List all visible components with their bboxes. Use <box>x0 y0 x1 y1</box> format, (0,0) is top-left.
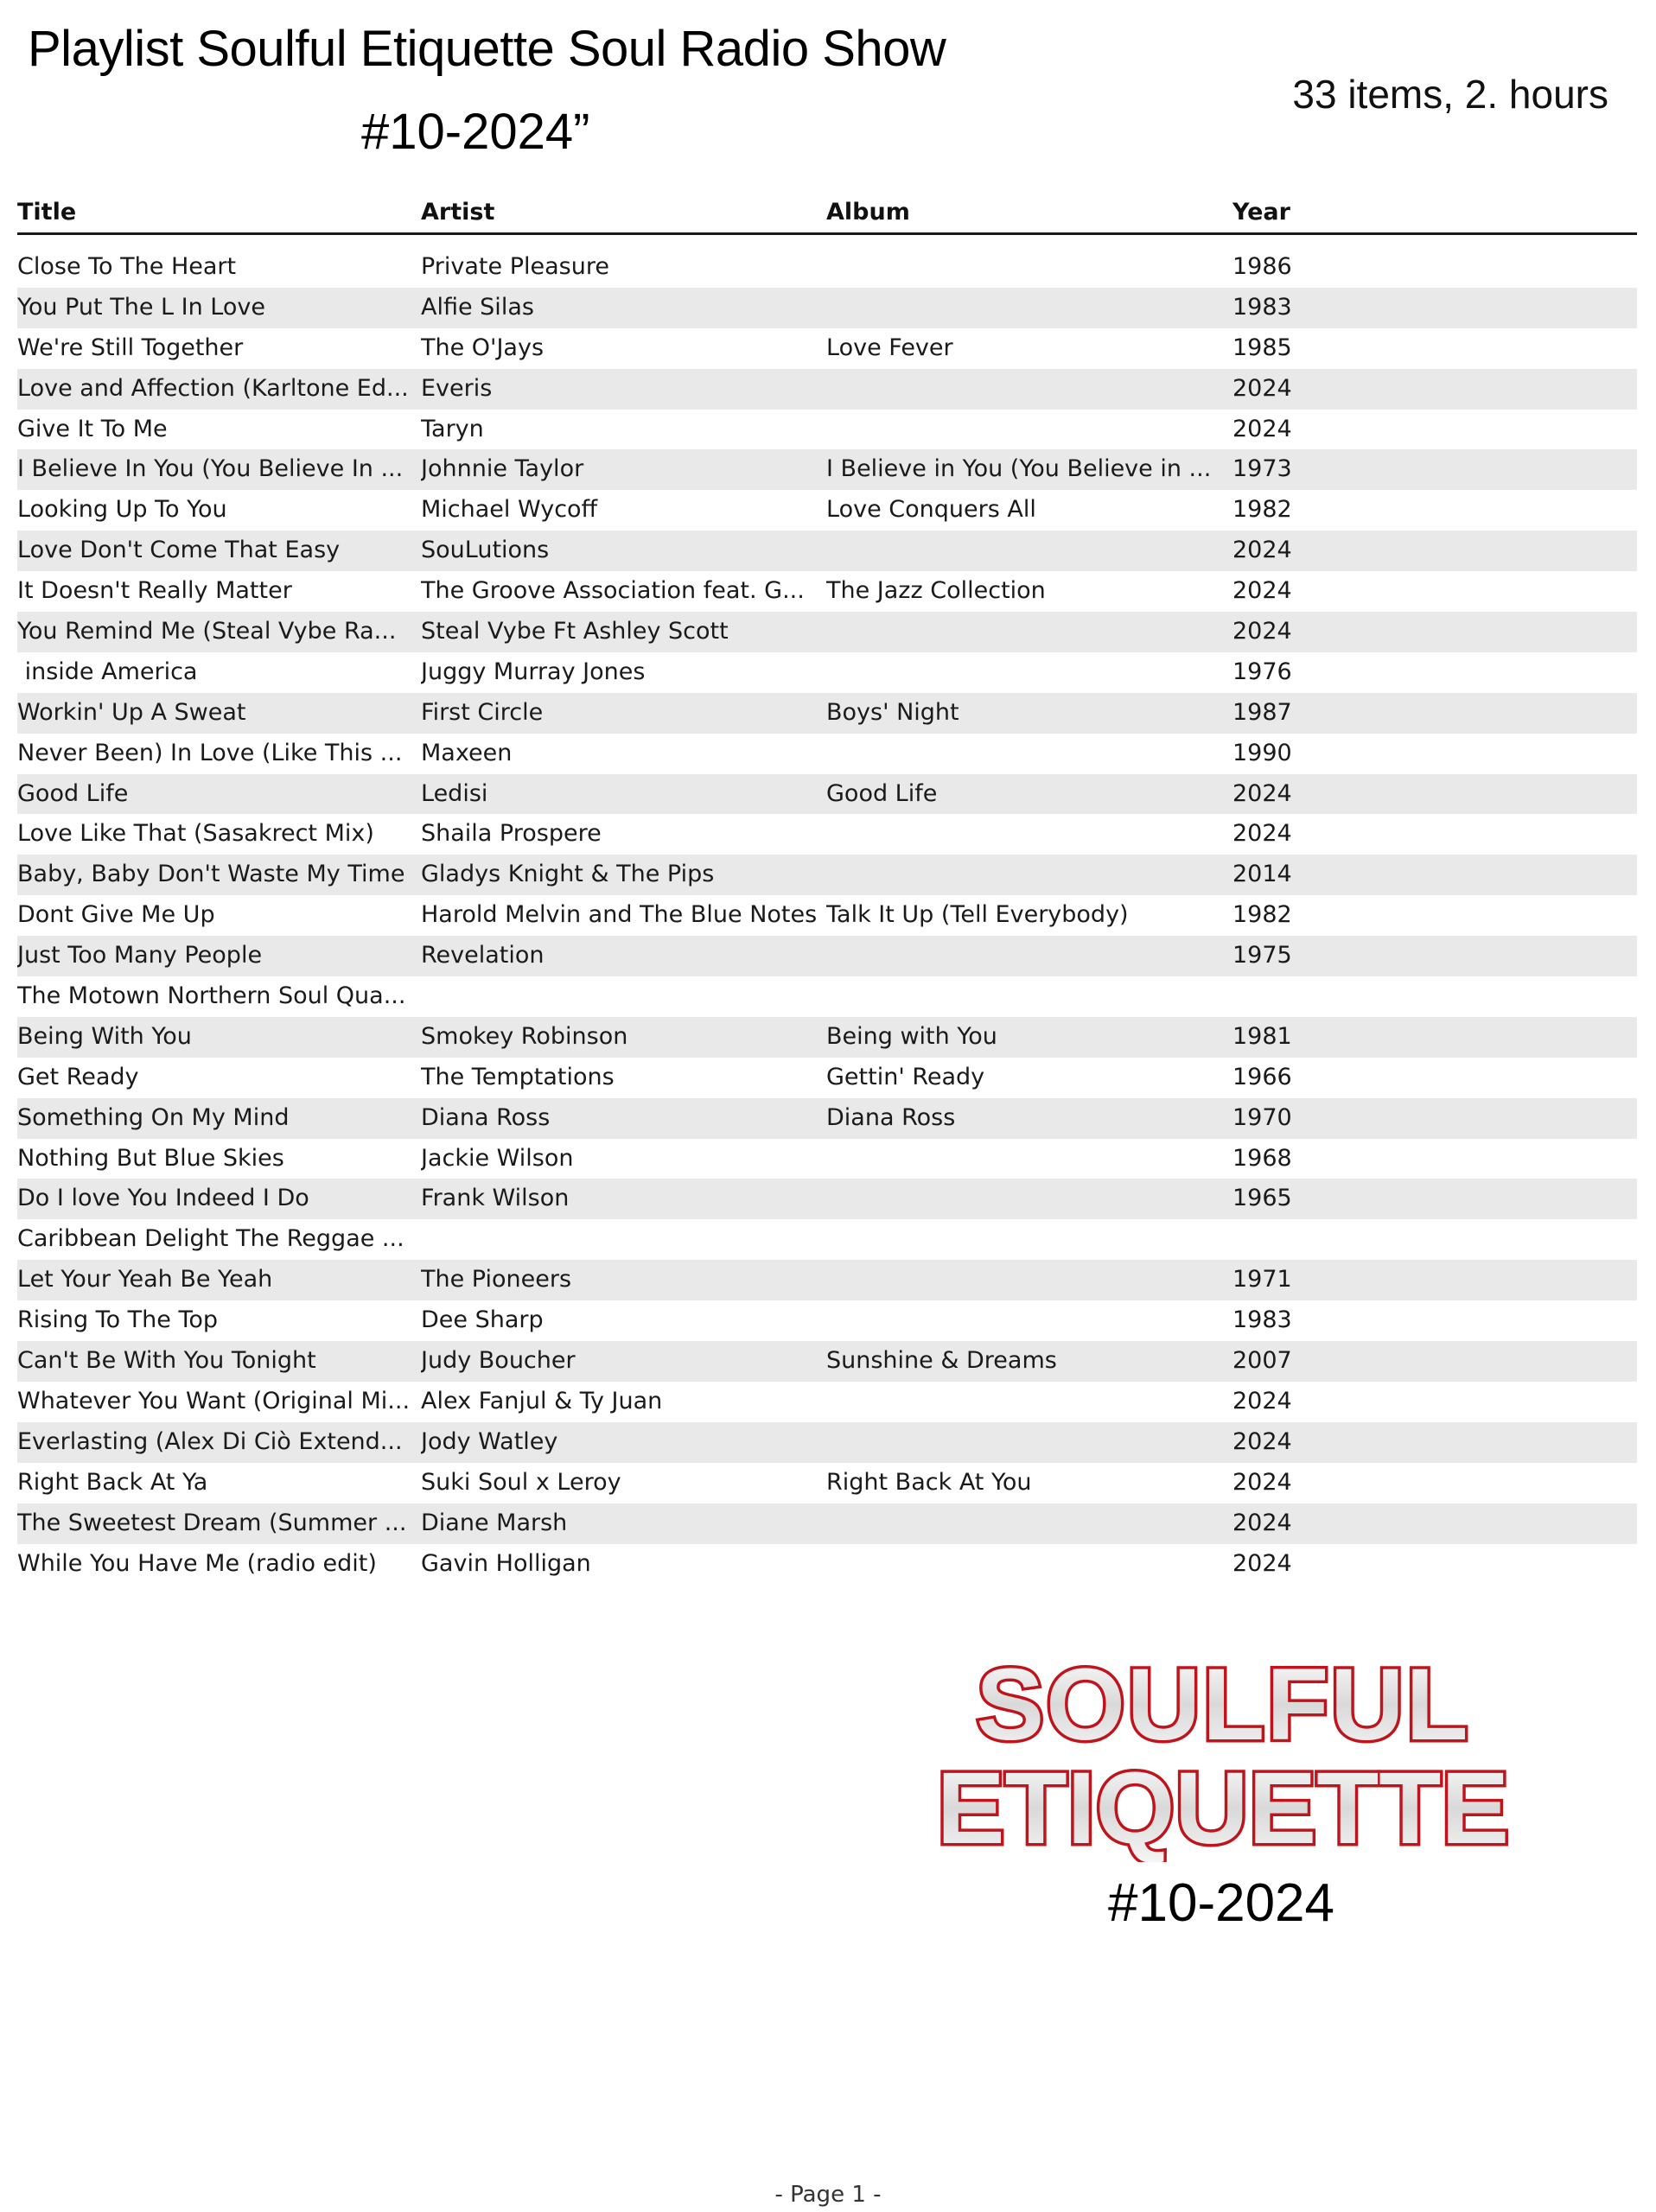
track-year: 2024 <box>1232 1509 1292 1536</box>
track-year: 2024 <box>1232 415 1292 442</box>
track-artist: Judy Boucher <box>421 1347 576 1375</box>
table-row <box>17 1058 1637 1098</box>
episode-badge: #10-2024 <box>1108 1873 1335 1933</box>
track-title: Being With You <box>17 1022 192 1050</box>
track-artist: Harold Melvin and The Blue Notes <box>421 901 818 929</box>
track-album: The Jazz Collection <box>826 577 1046 605</box>
track-year: 1981 <box>1232 1022 1292 1050</box>
track-title: Get Ready <box>17 1063 139 1090</box>
track-artist: Gladys Knight & The Pips <box>421 861 715 888</box>
table-row <box>17 895 1637 936</box>
track-album <box>826 1260 1232 1300</box>
table-row <box>17 247 1637 288</box>
track-title: Can't Be With You Tonight <box>17 1347 316 1375</box>
track-year: 1987 <box>1232 698 1292 726</box>
track-album <box>826 1382 1232 1422</box>
playlist-summary: 33 items, 2. hours <box>1292 72 1608 117</box>
track-title: Everlasting (Alex Di Ciò Extend... <box>17 1427 403 1455</box>
table-row <box>17 612 1637 652</box>
table-row <box>17 410 1637 450</box>
track-year: 2024 <box>1232 374 1292 402</box>
track-album <box>826 855 1232 895</box>
table-row <box>17 936 1637 976</box>
track-title: We're Still Together <box>17 334 244 361</box>
track-title: Never Been) In Love (Like This ... <box>17 739 403 766</box>
track-artist: Johnnie Taylor <box>421 455 584 483</box>
track-artist: Maxeen <box>421 739 513 766</box>
track-album: Boys' Night <box>826 698 959 726</box>
track-year: 2007 <box>1232 1347 1292 1375</box>
track-album: Love Conquers All <box>826 496 1036 524</box>
track-year: 1986 <box>1232 253 1292 280</box>
track-title: Something On My Mind <box>17 1103 290 1131</box>
logo-text-line2: ETIQUETTE <box>936 1751 1510 1862</box>
track-artist: SouLutions <box>421 537 550 564</box>
table-row <box>17 1544 1637 1585</box>
track-year: 1983 <box>1232 293 1292 321</box>
track-year: 1966 <box>1232 1063 1292 1090</box>
track-title: Love Like That (Sasakrect Mix) <box>17 820 374 848</box>
track-artist <box>421 1219 826 1260</box>
table-row <box>17 1017 1637 1058</box>
track-year: 1965 <box>1232 1185 1292 1212</box>
track-artist: Gavin Holligan <box>421 1549 591 1577</box>
track-title: I Believe In You (You Believe In ... <box>17 455 404 483</box>
track-artist: Alfie Silas <box>421 293 534 321</box>
track-year: 2024 <box>1232 537 1292 564</box>
table-row <box>17 490 1637 531</box>
track-title: The Sweetest Dream (Summer ... <box>17 1509 407 1536</box>
track-year: 2024 <box>1232 1427 1292 1455</box>
track-year: 2024 <box>1232 618 1292 645</box>
track-year: 1971 <box>1232 1266 1292 1294</box>
track-year: 2024 <box>1232 577 1292 605</box>
track-album <box>826 247 1232 288</box>
playlist-table-body <box>17 247 1637 1584</box>
table-row <box>17 1422 1637 1463</box>
table-row <box>17 1382 1637 1422</box>
track-year: 1983 <box>1232 1306 1292 1334</box>
header-divider <box>17 232 1637 235</box>
table-row <box>17 652 1637 693</box>
track-artist: Revelation <box>421 942 545 969</box>
track-title: Love Don't Come That Easy <box>17 537 341 564</box>
track-title: Right Back At Ya <box>17 1468 208 1496</box>
table-row <box>17 571 1637 612</box>
track-album <box>826 1422 1232 1463</box>
track-album <box>826 1179 1232 1219</box>
soulful-etiquette-logo <box>920 1646 1525 1862</box>
track-album: Right Back At You <box>826 1468 1032 1496</box>
track-title: Baby, Baby Don't Waste My Time <box>17 861 405 888</box>
track-album <box>826 936 1232 976</box>
table-header <box>17 194 1637 232</box>
track-album <box>826 976 1232 1017</box>
logo-text-line1: SOULFUL <box>976 1648 1470 1762</box>
track-title: Workin' Up A Sweat <box>17 698 246 726</box>
track-title: inside America <box>17 658 198 685</box>
track-artist: Jackie Wilson <box>421 1144 574 1172</box>
table-row <box>17 693 1637 734</box>
table-row <box>17 774 1637 815</box>
track-year: 2024 <box>1232 1468 1292 1496</box>
track-title: Let Your Yeah Be Yeah <box>17 1266 273 1294</box>
table-row <box>17 976 1637 1017</box>
track-album: Love Fever <box>826 334 953 361</box>
track-year: 1990 <box>1232 739 1292 766</box>
track-year <box>1232 976 1637 1017</box>
table-row <box>17 531 1637 571</box>
track-year: 1982 <box>1232 901 1292 929</box>
track-year: 2024 <box>1232 1387 1292 1414</box>
table-row <box>17 449 1637 490</box>
track-title: Nothing But Blue Skies <box>17 1144 284 1172</box>
track-album: Diana Ross <box>826 1103 956 1131</box>
track-artist: Suki Soul x Leroy <box>421 1468 621 1496</box>
table-row <box>17 1300 1637 1341</box>
track-artist: Juggy Murray Jones <box>421 658 646 685</box>
track-year: 2024 <box>1232 820 1292 848</box>
track-artist: The Groove Association feat. G... <box>421 577 805 605</box>
track-album <box>826 734 1232 774</box>
track-artist: First Circle <box>421 698 544 726</box>
table-row <box>17 1179 1637 1219</box>
track-album <box>826 288 1232 328</box>
track-artist: Frank Wilson <box>421 1185 570 1212</box>
track-album <box>826 612 1232 652</box>
track-title: You Remind Me (Steal Vybe Ra... <box>17 618 397 645</box>
track-artist: Ledisi <box>421 779 488 807</box>
track-album <box>826 1139 1232 1179</box>
track-album: Gettin' Ready <box>826 1063 985 1090</box>
track-artist: Alex Fanjul & Ty Juan <box>421 1387 663 1414</box>
table-row <box>17 369 1637 410</box>
track-title: Dont Give Me Up <box>17 901 215 929</box>
track-title: Give It To Me <box>17 415 168 442</box>
track-year: 1973 <box>1232 455 1292 483</box>
track-artist <box>421 976 826 1017</box>
track-title: Caribbean Delight The Reggae ... <box>17 1225 404 1253</box>
track-title: Just Too Many People <box>17 942 263 969</box>
table-row <box>17 855 1637 895</box>
track-year <box>1232 1219 1637 1260</box>
column-header-year: Year <box>1232 199 1290 226</box>
track-album <box>826 652 1232 693</box>
track-year: 1976 <box>1232 658 1292 685</box>
track-album <box>826 369 1232 410</box>
page-title: Playlist Soulful Etiquette Soul Radio Show <box>28 21 946 77</box>
track-album: Being with You <box>826 1022 997 1050</box>
page-subtitle: #10-2024” <box>361 104 590 160</box>
track-year: 1968 <box>1232 1144 1292 1172</box>
track-title: While You Have Me (radio edit) <box>17 1549 377 1577</box>
track-title: You Put The L In Love <box>17 293 265 321</box>
track-artist: Steal Vybe Ft Ashley Scott <box>421 618 729 645</box>
track-album <box>826 410 1232 450</box>
track-album <box>826 531 1232 571</box>
track-album: Talk It Up (Tell Everybody) <box>826 901 1129 929</box>
track-artist: Everis <box>421 374 493 402</box>
page-number: - Page 1 - <box>774 2182 882 2208</box>
track-year: 1970 <box>1232 1103 1292 1131</box>
track-artist: The Temptations <box>421 1063 615 1090</box>
track-artist: Diana Ross <box>421 1103 551 1131</box>
table-row <box>17 1341 1637 1382</box>
track-year: 1985 <box>1232 334 1292 361</box>
track-artist: Taryn <box>421 415 484 442</box>
track-title: Whatever You Want (Original Mi... <box>17 1387 411 1414</box>
track-album <box>826 1544 1232 1585</box>
track-album <box>826 814 1232 855</box>
track-album: Good Life <box>826 779 938 807</box>
table-row <box>17 734 1637 774</box>
track-year: 2024 <box>1232 1549 1292 1577</box>
track-title: It Doesn't Really Matter <box>17 577 292 605</box>
track-album: I Believe in You (You Believe in ... <box>826 455 1212 483</box>
table-row <box>17 1098 1637 1139</box>
track-title: Close To The Heart <box>17 253 237 280</box>
column-header-title: Title <box>17 199 77 226</box>
table-row <box>17 1219 1637 1260</box>
track-year: 2014 <box>1232 861 1292 888</box>
column-header-album: Album <box>826 199 910 226</box>
track-year: 1982 <box>1232 496 1292 524</box>
track-artist: Diane Marsh <box>421 1509 568 1536</box>
track-title: The Motown Northern Soul Qua... <box>17 982 406 1010</box>
track-title: Good Life <box>17 779 129 807</box>
table-row <box>17 328 1637 369</box>
table-row <box>17 1463 1637 1503</box>
table-row <box>17 288 1637 328</box>
track-title: Love and Affection (Karltone Ed... <box>17 374 409 402</box>
track-title: Looking Up To You <box>17 496 227 524</box>
track-artist: The O'Jays <box>421 334 545 361</box>
table-row <box>17 814 1637 855</box>
track-artist: Shaila Prospere <box>421 820 602 848</box>
track-album: Sunshine & Dreams <box>826 1347 1057 1375</box>
track-album <box>826 1503 1232 1544</box>
track-album <box>826 1300 1232 1341</box>
table-row <box>17 1260 1637 1300</box>
track-year: 2024 <box>1232 779 1292 807</box>
track-artist: Private Pleasure <box>421 253 609 280</box>
column-header-artist: Artist <box>421 199 495 226</box>
track-artist: Michael Wycoff <box>421 496 598 524</box>
track-artist: Dee Sharp <box>421 1306 544 1334</box>
track-title: Rising To The Top <box>17 1306 219 1334</box>
table-row <box>17 1139 1637 1179</box>
track-album <box>826 1219 1232 1260</box>
table-row <box>17 1503 1637 1544</box>
track-artist: Smokey Robinson <box>421 1022 628 1050</box>
track-title: Do I love You Indeed I Do <box>17 1185 309 1212</box>
track-artist: Jody Watley <box>421 1427 558 1455</box>
track-year: 1975 <box>1232 942 1292 969</box>
track-artist: The Pioneers <box>421 1266 572 1294</box>
